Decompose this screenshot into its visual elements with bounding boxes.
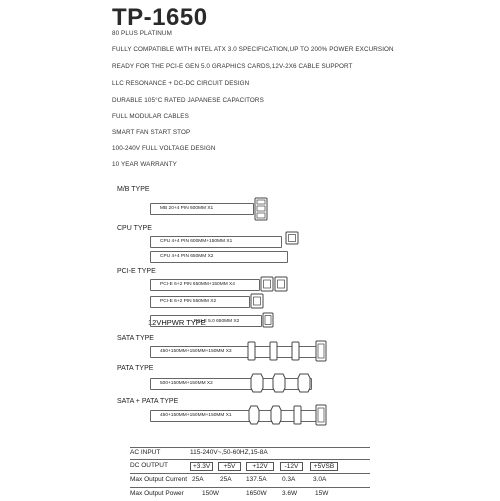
cable-label-pata: 500+150MM+150MM X2: [160, 381, 213, 386]
feature-modular: FULL MODULAR CABLES: [112, 113, 189, 120]
feature-atx3: FULLY COMPATIBLE WITH INTEL ATX 3.0 SPECIFICATION,UP TO 200% POWER EXCURSION: [112, 46, 394, 53]
max-current-neg12v: 0.3A: [282, 476, 296, 483]
pcie-connector-icon: [260, 276, 288, 292]
max-power-5vsb: 15W: [315, 490, 329, 497]
feature-llc: LLC RESONANCE + DC-DC CIRCUIT DESIGN: [112, 80, 250, 87]
hpwr-type-label: 12VHPWR TYPE: [148, 318, 206, 327]
dc-output-5v: +5V: [218, 462, 241, 471]
section-sata-pata-type: SATA + PATA TYPE: [117, 398, 179, 405]
feature-capacitors: DURABLE 105°C RATED JAPANESE CAPACITORS: [112, 97, 264, 104]
cable-label-sata-pata: 450+150MM+150MM+150MM X1: [160, 413, 232, 418]
pata-connectors-icon: [250, 373, 314, 393]
feature-pcie5: READY FOR THE PCI-E GEN 5.0 GRAPHICS CARDS,12V-2X6 CABLE SUPPORT: [112, 63, 353, 70]
dc-output-label: DC OUTPUT: [130, 462, 168, 469]
section-mb-type: M/B TYPE: [117, 186, 150, 193]
hpwr-connector-icon: [262, 312, 274, 328]
feature-voltage: 100-240V FULL VOLTAGE DESIGN: [112, 145, 216, 152]
product-title: TP-1650: [112, 4, 208, 31]
cable-label-cpu-2: CPU 4+4 PIN 650MM X2: [160, 254, 214, 259]
spec-row-max-power: [130, 489, 490, 501]
max-power-3v3-5v: 150W: [202, 490, 219, 497]
section-cpu-type: CPU TYPE: [117, 225, 152, 232]
dc-output-3v3: +3.3V: [190, 462, 213, 471]
max-current-3v3: 25A: [192, 476, 204, 483]
section-pata-type: PATA TYPE: [117, 365, 154, 372]
spec-row-max-current: [130, 475, 490, 487]
cpu-connector-icon: [285, 231, 299, 245]
max-current-5v: 25A: [220, 476, 232, 483]
ac-input-label: AC INPUT: [130, 449, 161, 456]
feature-80plus: 80 PLUS PLATINUM: [112, 30, 172, 37]
cable-label-hpwr: PCI-E 5.0 650MM X2: [194, 319, 240, 324]
cable-label-cpu-1: CPU 4+4 PIN 600MM+150MM X1: [160, 239, 233, 244]
section-sata-type: SATA TYPE: [117, 335, 154, 342]
mb-24pin-connector-icon: [254, 197, 268, 221]
dc-output-5vsb: +5VSB: [310, 462, 338, 471]
cable-label-pcie-1: PCI-E 6+2 PIN 650MM+150MM X4: [160, 282, 235, 287]
cable-label-sata: 450+150MM+150MM+150MM X3: [160, 349, 232, 354]
cable-label-pcie-2: PCI-E 6+2 PIN 550MM X2: [160, 299, 217, 304]
max-power-12v: 1650W: [246, 490, 267, 497]
spec-row-dc-output: [130, 461, 490, 473]
max-current-12v: 137.5A: [246, 476, 267, 483]
max-current-5vsb: 3.0A: [313, 476, 327, 483]
cable-label-mb: MB 20+4 PIN 600MM X1: [160, 206, 214, 211]
dc-output-12v: +12V: [246, 462, 274, 471]
pcie-connector-2-icon: [250, 293, 264, 309]
max-power-neg12v: 3.6W: [282, 490, 298, 497]
sata-pata-connectors-icon: [248, 404, 328, 426]
max-current-label: Max Output Current: [130, 476, 188, 483]
max-power-label: Max Output Power: [130, 490, 184, 497]
feature-warranty: 10 YEAR WARRANTY: [112, 161, 177, 168]
feature-fan: SMART FAN START STOP: [112, 129, 191, 136]
dc-output-neg12v: -12V: [280, 462, 303, 471]
sata-connectors-icon: [248, 340, 328, 362]
ac-input-value: 115-240V~,50-60HZ,15-8A: [190, 449, 268, 456]
section-pcie-type: PCI-E TYPE: [117, 268, 156, 275]
